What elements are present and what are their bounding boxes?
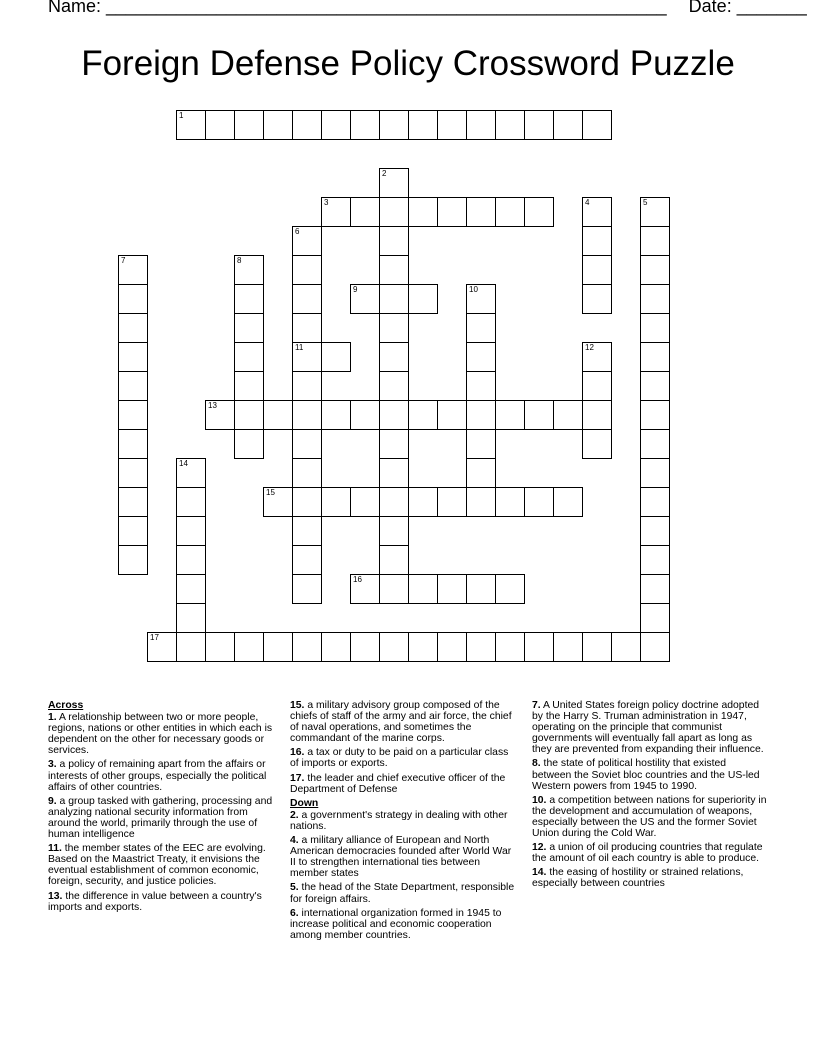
crossword-cell[interactable] [524, 400, 554, 430]
clue-down-14 [532, 867, 768, 889]
crossword-cell[interactable] [524, 197, 554, 227]
crossword-cell[interactable] [118, 458, 148, 488]
crossword-cell[interactable] [176, 516, 206, 546]
clue-number: 7. [532, 700, 541, 711]
crossword-cell[interactable] [466, 371, 496, 401]
clue-number-label: 14 [179, 459, 188, 468]
crossword-cell[interactable] [118, 516, 148, 546]
crossword-cell[interactable] [234, 110, 264, 140]
crossword-cell[interactable] [437, 487, 467, 517]
crossword-cell[interactable] [234, 284, 264, 314]
clue-number: 2. [290, 809, 299, 821]
clue-number: 17. [290, 772, 305, 784]
crossword-cell[interactable] [582, 197, 612, 227]
clues-column-2 [290, 700, 518, 944]
crossword-cell[interactable] [466, 284, 496, 314]
clue-number: 14. [532, 867, 547, 879]
crossword-cell[interactable] [524, 110, 554, 140]
crossword-cell[interactable] [640, 255, 670, 285]
crossword-cell[interactable] [350, 632, 380, 662]
crossword-cell[interactable] [379, 284, 409, 314]
crossword-cell[interactable] [640, 400, 670, 430]
crossword-cell[interactable] [640, 458, 670, 488]
crossword-cell[interactable] [495, 110, 525, 140]
crossword-cell[interactable] [437, 574, 467, 604]
crossword-cell[interactable] [176, 603, 206, 633]
crossword-cell[interactable] [292, 284, 322, 314]
clue-number: 16. [290, 747, 305, 759]
clue-number-label: 17 [150, 633, 159, 642]
crossword-cell[interactable] [292, 458, 322, 488]
crossword-cell[interactable] [495, 574, 525, 604]
crossword-cell[interactable] [379, 371, 409, 401]
crossword-cell[interactable] [321, 110, 351, 140]
crossword-cell[interactable] [582, 429, 612, 459]
clue-number: 4. [290, 835, 299, 847]
crossword-cell[interactable] [263, 110, 293, 140]
crossword-cell[interactable] [234, 632, 264, 662]
crossword-cell[interactable] [292, 313, 322, 343]
crossword-cell[interactable] [437, 400, 467, 430]
crossword-cell[interactable] [408, 284, 438, 314]
crossword-cell[interactable] [321, 632, 351, 662]
crossword-cell[interactable] [437, 632, 467, 662]
crossword-cell[interactable] [292, 516, 322, 546]
crossword-cell[interactable] [118, 255, 148, 285]
clue-down-5 [290, 882, 518, 904]
clue-down-2 [290, 810, 518, 832]
crossword-cell[interactable] [234, 429, 264, 459]
crossword-cell[interactable] [640, 342, 670, 372]
clue-number-label: 1 [179, 111, 184, 120]
crossword-cell[interactable] [379, 487, 409, 517]
clue-down-6 [290, 908, 518, 941]
crossword-cell[interactable] [118, 313, 148, 343]
crossword-cell[interactable] [263, 632, 293, 662]
crossword-cell[interactable] [292, 110, 322, 140]
crossword-cell[interactable] [640, 313, 670, 343]
crossword-cell[interactable] [118, 342, 148, 372]
crossword-cell[interactable] [640, 574, 670, 604]
crossword-cell[interactable] [379, 458, 409, 488]
name-label: Name: [48, 0, 102, 16]
crossword-cell[interactable] [321, 197, 351, 227]
crossword-cell[interactable] [466, 313, 496, 343]
clue-number-label: 10 [469, 285, 478, 294]
clue-text: a competition between nations for superiority in the development and accumulation of weapons, especially between the US and the former Soviet Union during the Cold War. [532, 794, 767, 840]
clue-across-3 [48, 759, 280, 792]
crossword-cell[interactable] [437, 110, 467, 140]
crossword-cell[interactable] [118, 371, 148, 401]
crossword-cell[interactable] [118, 545, 148, 575]
crossword-cell[interactable] [350, 574, 380, 604]
clue-number: 15. [290, 700, 305, 711]
crossword-cell[interactable] [466, 632, 496, 662]
crossword-cell[interactable] [437, 197, 467, 227]
crossword-cell[interactable] [292, 574, 322, 604]
crossword-cell[interactable] [640, 371, 670, 401]
crossword-cell[interactable] [292, 487, 322, 517]
crossword-cell[interactable] [582, 255, 612, 285]
clue-text: a union of oil producing countries that regulate the amount of oil each country is able to produce. [532, 842, 763, 865]
clue-text: A United States foreign policy doctrine adopted by the Harry S. Truman administration in 1947, operating on the principle that communist governments will eventually fall apart as long as they are prevented from expanding their influence. [532, 700, 764, 756]
clue-text: A relationship between two or more people, regions, nations or other entities in which each is dependent on the other for necessary goods or services. [48, 712, 273, 757]
crossword-cell[interactable] [582, 110, 612, 140]
crossword-cell[interactable] [408, 197, 438, 227]
crossword-cell[interactable] [205, 632, 235, 662]
clue-across-17 [290, 773, 518, 795]
crossword-cell[interactable] [553, 400, 583, 430]
clue-down-4 [290, 835, 518, 879]
crossword-cell[interactable] [118, 284, 148, 314]
clue-number-label: 13 [208, 401, 217, 410]
crossword-cell[interactable] [292, 255, 322, 285]
clue-down-7 [532, 700, 768, 755]
crossword-cell[interactable] [234, 400, 264, 430]
clues-column-1 [48, 700, 280, 916]
crossword-cell[interactable] [350, 400, 380, 430]
crossword-cell[interactable] [379, 574, 409, 604]
crossword-cell[interactable] [524, 487, 554, 517]
crossword-cell[interactable] [379, 516, 409, 546]
clue-number-label: 2 [382, 169, 387, 178]
down-heading: Down [290, 797, 319, 809]
crossword-cell[interactable] [582, 632, 612, 662]
crossword-cell[interactable] [176, 574, 206, 604]
clue-text: a government's strategy in dealing with other nations. [290, 809, 508, 832]
clues-column-3 [532, 700, 768, 893]
crossword-cell[interactable] [379, 400, 409, 430]
crossword-cell[interactable] [466, 487, 496, 517]
crossword-cell[interactable] [408, 632, 438, 662]
crossword-cell[interactable] [640, 284, 670, 314]
clue-across-16 [290, 747, 518, 769]
crossword-cell[interactable] [640, 487, 670, 517]
crossword-cell[interactable] [553, 487, 583, 517]
clue-number-label: 15 [266, 488, 275, 497]
crossword-cell[interactable] [379, 168, 409, 198]
crossword-cell[interactable] [582, 400, 612, 430]
clue-text: the easing of hostility or strained relations, especially between countries [532, 867, 744, 890]
crossword-cell[interactable] [292, 371, 322, 401]
clue-number-label: 5 [643, 198, 648, 207]
clue-number-label: 11 [295, 343, 304, 352]
crossword-cell[interactable] [640, 632, 670, 662]
crossword-cell[interactable] [292, 632, 322, 662]
crossword-cell[interactable] [176, 545, 206, 575]
crossword-cell[interactable] [495, 197, 525, 227]
crossword-cell[interactable] [640, 197, 670, 227]
page-title: Foreign Defense Policy Crossword Puzzle [81, 44, 735, 83]
crossword-cell[interactable] [582, 371, 612, 401]
clue-number: 11. [48, 843, 62, 855]
crossword-cell[interactable] [495, 400, 525, 430]
crossword-cell[interactable] [118, 429, 148, 459]
crossword-cell[interactable] [234, 313, 264, 343]
crossword-cell[interactable] [611, 632, 641, 662]
crossword-cell[interactable] [582, 226, 612, 256]
crossword-cell[interactable] [640, 429, 670, 459]
clue-number-label: 16 [353, 575, 362, 584]
crossword-cell[interactable] [379, 632, 409, 662]
clue-number: 10. [532, 794, 547, 806]
clue-text: the difference in value between a country's imports and exports. [48, 890, 262, 913]
crossword-cell[interactable] [408, 400, 438, 430]
crossword-cell[interactable] [466, 197, 496, 227]
crossword-cell[interactable] [379, 255, 409, 285]
clue-across-13 [48, 891, 280, 913]
clue-number: 5. [290, 882, 299, 894]
across-heading: Across [48, 700, 84, 711]
date-label: Date: [688, 0, 732, 16]
crossword-cell[interactable] [408, 110, 438, 140]
crossword-cell[interactable] [379, 545, 409, 575]
crossword-cell[interactable] [582, 284, 612, 314]
crossword-cell[interactable] [495, 487, 525, 517]
crossword-cell[interactable] [640, 226, 670, 256]
crossword-cell[interactable] [553, 632, 583, 662]
crossword-cell[interactable] [350, 197, 380, 227]
clue-number-label: 9 [353, 285, 358, 294]
clue-text: a group tasked with gathering, processing and analyzing national security information from around the world, primarily through the use of human intelligence [48, 795, 273, 841]
clue-number-label: 12 [585, 343, 594, 352]
clue-across-9 [48, 796, 280, 840]
crossword-cell[interactable] [350, 284, 380, 314]
crossword-cell[interactable] [640, 545, 670, 575]
clue-number-label: 4 [585, 198, 590, 207]
crossword-cell[interactable] [292, 429, 322, 459]
crossword-cell[interactable] [379, 197, 409, 227]
clue-across-1 [48, 712, 280, 756]
clue-text: international organization formed in 1945 to increase political and economic cooperation among member countries. [290, 907, 502, 941]
crossword-cell[interactable] [321, 487, 351, 517]
crossword-cell[interactable] [466, 342, 496, 372]
crossword-cell[interactable] [408, 574, 438, 604]
crossword-cell[interactable] [321, 400, 351, 430]
crossword-cell[interactable] [147, 632, 177, 662]
clue-text: a military advisory group composed of the chiefs of staff of the army and air force, the chief of naval operations, and sometimes the commandant of the marine corps. [290, 700, 512, 745]
crossword-cell[interactable] [350, 487, 380, 517]
crossword-cell[interactable] [379, 226, 409, 256]
crossword-cell[interactable] [495, 632, 525, 662]
crossword-cell[interactable] [205, 110, 235, 140]
clue-number: 1. [48, 712, 57, 724]
crossword-cell[interactable] [234, 255, 264, 285]
crossword-cell[interactable] [379, 342, 409, 372]
crossword-cell[interactable] [118, 400, 148, 430]
crossword-cell[interactable] [263, 487, 293, 517]
crossword-cell[interactable] [350, 110, 380, 140]
crossword-cell[interactable] [466, 400, 496, 430]
crossword-cell[interactable] [553, 110, 583, 140]
clue-across-15 [290, 700, 518, 744]
clue-number: 13. [48, 890, 63, 902]
crossword-cell[interactable] [379, 429, 409, 459]
clue-down-10 [532, 795, 768, 839]
clue-text: the head of the State Department, responsible for foreign affairs. [290, 882, 515, 905]
crossword-cell[interactable] [292, 545, 322, 575]
crossword-cell[interactable] [640, 516, 670, 546]
crossword-cell[interactable] [582, 342, 612, 372]
crossword-cell[interactable] [176, 487, 206, 517]
crossword-cell[interactable] [292, 342, 322, 372]
crossword-cell[interactable] [321, 342, 351, 372]
crossword-cell[interactable] [466, 574, 496, 604]
clue-number: 3. [48, 759, 57, 771]
crossword-cell[interactable] [234, 371, 264, 401]
clue-down-12 [532, 842, 768, 864]
crossword-cell[interactable] [640, 603, 670, 633]
clue-number-label: 7 [121, 256, 126, 265]
crossword-cell[interactable] [176, 632, 206, 662]
clue-text: a military alliance of European and North American democracies founded after World War II to strengthen international ties between member states [290, 835, 512, 880]
clue-number: 6. [290, 907, 299, 919]
clue-number: 9. [48, 795, 57, 807]
crossword-cell[interactable] [205, 400, 235, 430]
clue-down-8 [532, 758, 768, 791]
crossword-cell[interactable] [234, 342, 264, 372]
crossword-cell[interactable] [379, 110, 409, 140]
clue-number: 8. [532, 758, 541, 770]
name-blank[interactable]: ________________________________________________________ [106, 0, 667, 16]
crossword-cell[interactable] [466, 429, 496, 459]
clue-text: the member states of the EEC are evolving. Based on the Maastrict Treaty, it envisions the eventual establishment of common economic, foreign, security, and justice policies. [48, 843, 266, 888]
clue-text: a policy of remaining apart from the affairs or interests of other groups, especially the political affairs of other countries. [48, 759, 267, 793]
crossword-cell[interactable] [263, 400, 293, 430]
crossword-cell[interactable] [176, 458, 206, 488]
clue-number-label: 6 [295, 227, 300, 236]
clue-number-label: 8 [237, 256, 242, 265]
crossword-cell[interactable] [408, 487, 438, 517]
crossword-cell[interactable] [176, 110, 206, 140]
clue-text: the state of political hostility that existed between the Soviet bloc countries and the US-led Western powers from 1945 to 1990. [532, 758, 760, 792]
date-blank[interactable]: _______ [736, 0, 807, 16]
crossword-cell[interactable] [379, 313, 409, 343]
clue-text: the leader and chief executive officer of the Department of Defense [290, 772, 506, 795]
crossword-cell[interactable] [466, 458, 496, 488]
crossword-cell[interactable] [466, 110, 496, 140]
clue-across-11 [48, 843, 280, 887]
clue-number: 12. [532, 842, 547, 854]
crossword-cell[interactable] [118, 487, 148, 517]
crossword-cell[interactable] [524, 632, 554, 662]
crossword-cell[interactable] [292, 226, 322, 256]
crossword-cell[interactable] [292, 400, 322, 430]
clue-text: a tax or duty to be paid on a particular class of imports or exports. [290, 747, 509, 770]
clue-number-label: 3 [324, 198, 329, 207]
